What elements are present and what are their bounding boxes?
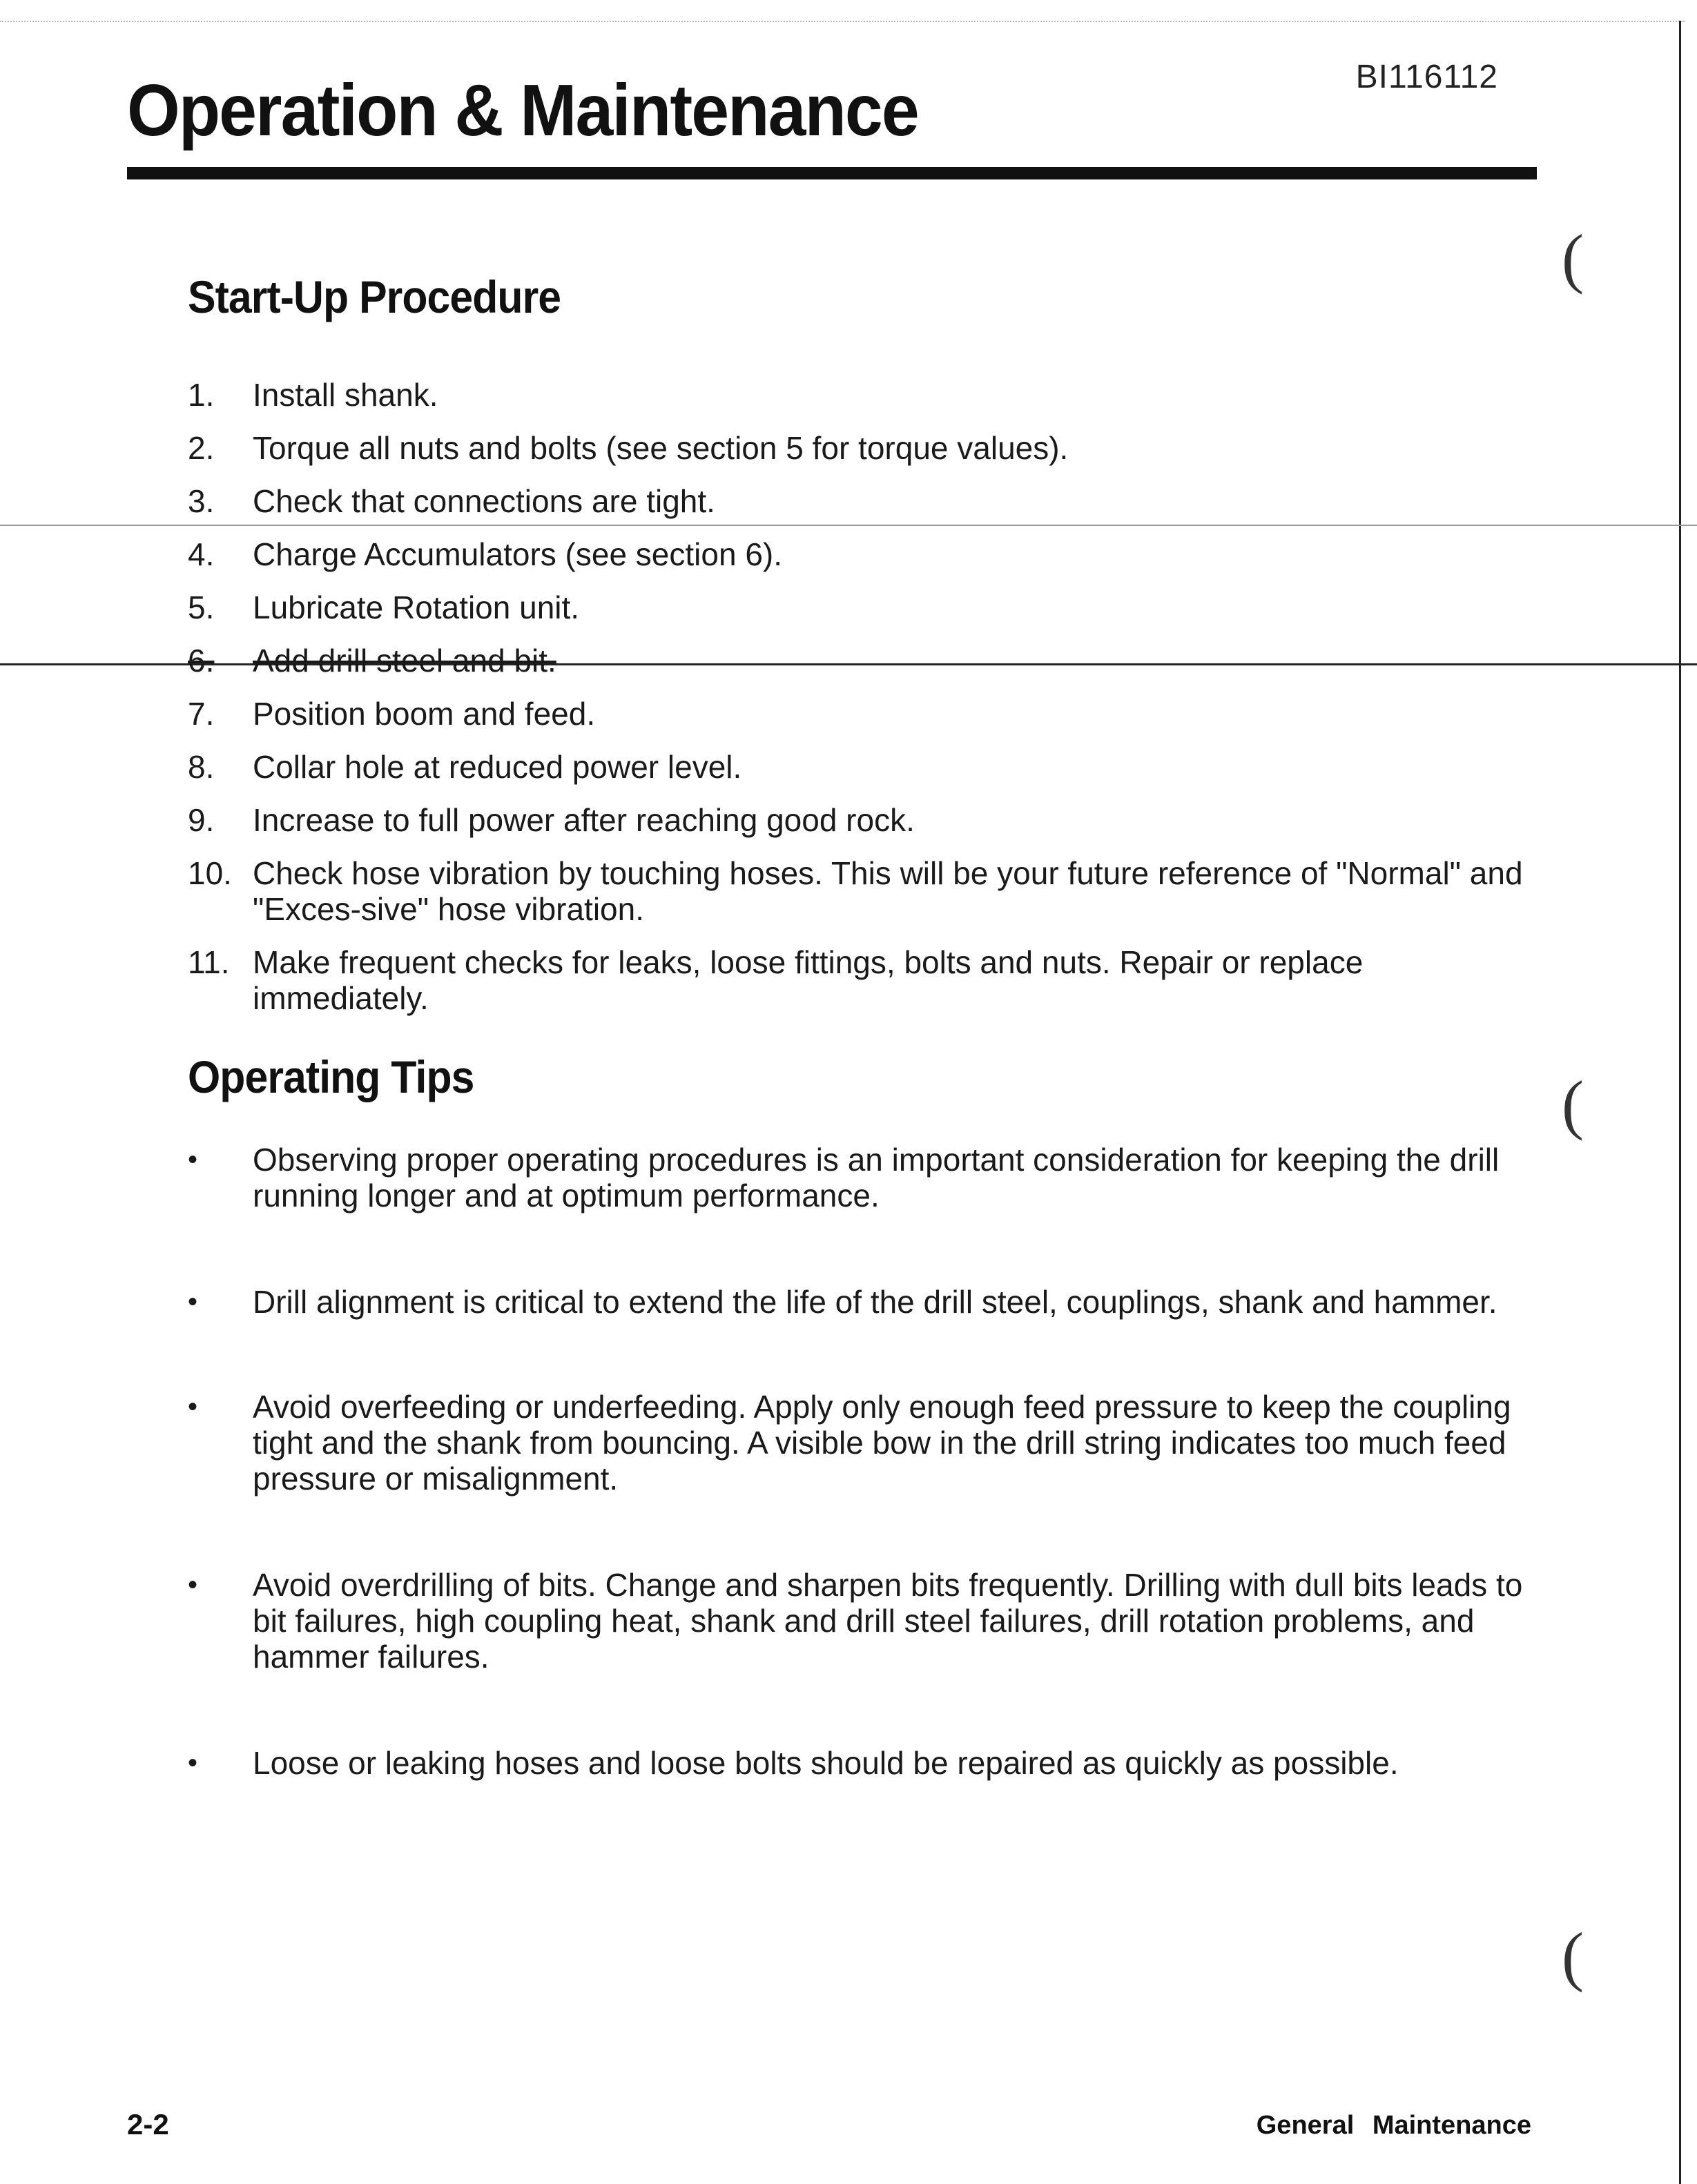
- tip-item: [188, 1142, 1541, 1213]
- scan-top-border: [0, 21, 1685, 22]
- document-id: BI116112: [1355, 59, 1498, 95]
- step-number: 8.: [188, 749, 215, 785]
- step-text: Check that connections are tight.: [253, 483, 715, 519]
- step-number: 7.: [188, 696, 215, 732]
- step-text: Check hose vibration by touching hoses. This will be your future reference of "Normal" and "Exces-sive" hose vibration.: [253, 855, 1523, 927]
- tip-text: Avoid overfeeding or underfeeding. Apply only enough feed pressure to keep the coupling tight and the shank from bouncing. A visible bow in the drill string indicates too much feed pressure or misalignment.: [253, 1389, 1511, 1496]
- footer-section-name: General Maintenance: [1256, 2111, 1531, 2140]
- tip-text: Loose or leaking hoses and loose bolts should be repaired as quickly as possible.: [253, 1745, 1399, 1781]
- page-title: Operation & Maintenance: [127, 70, 918, 151]
- operating-tips-list: [188, 1142, 1541, 1781]
- step-number: 6.: [188, 643, 215, 679]
- tip-text: Observing proper operating procedures is an important consideration for keeping the drill running longer and at optimum performance.: [253, 1142, 1500, 1213]
- margin-bracket-mark: (: [1562, 221, 1584, 295]
- margin-bracket-mark: (: [1562, 1067, 1584, 1141]
- step-text: Make frequent checks for leaks, loose fittings, bolts and nuts. Repair or replace immediately.: [253, 944, 1364, 1016]
- step-number: 1.: [188, 377, 215, 413]
- tip-item: [188, 1389, 1541, 1496]
- page-number: 2-2: [127, 2108, 169, 2141]
- step-number: 4.: [188, 536, 215, 572]
- startup-heading: Start-Up Procedure: [188, 271, 561, 322]
- step-item: [188, 589, 1541, 625]
- step-text: Position boom and feed.: [253, 696, 596, 732]
- step-item: [188, 802, 1541, 838]
- step-text: Collar hole at reduced power level.: [253, 749, 742, 785]
- bullet-icon: •: [188, 1287, 198, 1317]
- step-number: 11.: [188, 944, 230, 980]
- bullet-icon: •: [188, 1570, 198, 1600]
- step-item: [188, 483, 1541, 519]
- tip-item: [188, 1284, 1541, 1320]
- tips-heading: Operating Tips: [188, 1051, 474, 1102]
- step-item: [188, 944, 1541, 1016]
- tip-item: [188, 1567, 1541, 1675]
- bullet-icon: •: [188, 1748, 198, 1778]
- step-number: 3.: [188, 483, 215, 519]
- step-number: 2.: [188, 430, 215, 466]
- step-number: 5.: [188, 589, 215, 625]
- step-text: Install shank.: [253, 377, 438, 413]
- margin-bracket-mark: (: [1562, 1919, 1584, 1993]
- tip-text: Avoid overdrilling of bits. Change and sharpen bits frequently. Drilling with dull bits leads to bit failures, high coupling heat, shank and drill steel failures, drill rotation problems, and hammer failures.: [253, 1567, 1523, 1675]
- step-number: 9.: [188, 802, 215, 838]
- page-right-edge: [1679, 21, 1681, 2184]
- startup-steps-list: [188, 377, 1541, 1033]
- bullet-icon: •: [188, 1144, 198, 1175]
- step-item: [188, 430, 1541, 466]
- step-text: Torque all nuts and bolts (see section 5 for torque values).: [253, 430, 1069, 466]
- step-item: [188, 696, 1541, 732]
- bullet-icon: •: [188, 1392, 198, 1422]
- step-text: Increase to full power after reaching good rock.: [253, 802, 915, 838]
- step-item: [188, 749, 1541, 785]
- step-number: 10.: [188, 855, 232, 891]
- step-item: [188, 536, 1541, 572]
- step-item: [188, 643, 1541, 679]
- step-text: Charge Accumulators (see section 6).: [253, 536, 783, 572]
- step-item: [188, 377, 1541, 413]
- tip-item: [188, 1745, 1541, 1781]
- tip-text: Drill alignment is critical to extend the life of the drill steel, couplings, shank and hammer.: [253, 1284, 1497, 1320]
- step-item: [188, 855, 1541, 927]
- title-rule: [127, 167, 1537, 179]
- step-text: Lubricate Rotation unit.: [253, 589, 580, 625]
- step-text: Add drill steel and bit.: [253, 643, 556, 679]
